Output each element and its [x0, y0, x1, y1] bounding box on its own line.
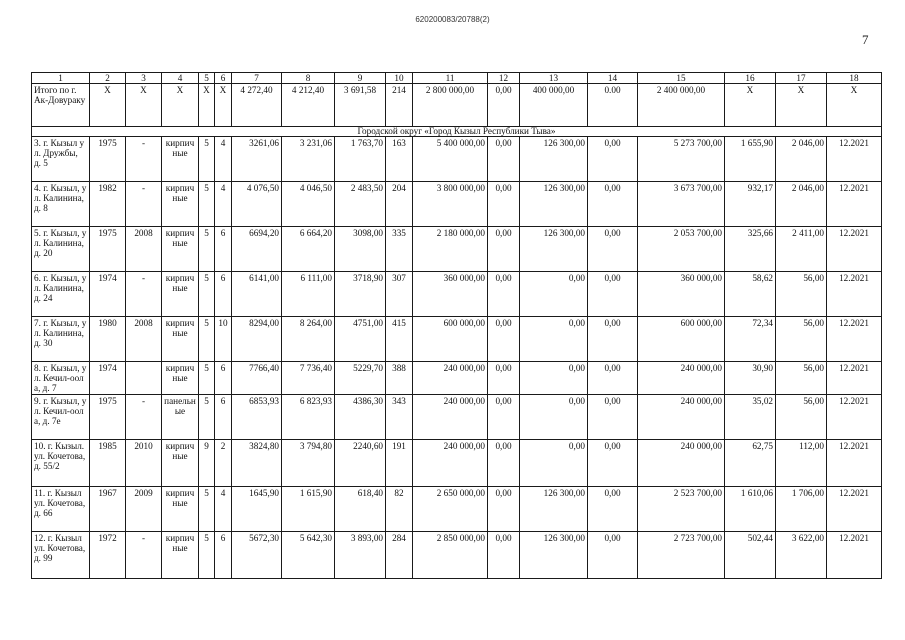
- column-number-header: [32, 73, 882, 84]
- table-cell: 335: [386, 227, 413, 272]
- table-cell: кирпичные: [162, 532, 199, 579]
- header-cell: 17: [776, 73, 827, 84]
- table-cell: 7766,40: [232, 362, 282, 395]
- table-cell: 0,00: [488, 487, 520, 532]
- table-cell: 0,00: [488, 182, 520, 227]
- table-cell: 2: [215, 440, 232, 487]
- table-row: [32, 487, 882, 532]
- table-cell: 0,00: [520, 272, 588, 317]
- table-cell: 5: [199, 362, 215, 395]
- table-cell: 240 000,00: [413, 395, 488, 440]
- table-cell: 0,00: [588, 395, 638, 440]
- table-cell: 56,00: [776, 272, 827, 317]
- table-cell: 0,00: [488, 395, 520, 440]
- table-cell: 12.2021: [827, 362, 882, 395]
- table-cell: 6853,93: [232, 395, 282, 440]
- table-cell: -: [126, 272, 162, 317]
- table-cell: 1 706,00: [776, 487, 827, 532]
- table-cell: 126 300,00: [520, 487, 588, 532]
- total-cell: 400 000,00: [520, 84, 588, 127]
- table-row: [32, 317, 882, 362]
- table-cell: 0,00: [520, 395, 588, 440]
- table-cell: 0,00: [488, 227, 520, 272]
- table-cell: 12.2021: [827, 137, 882, 182]
- table-cell: 1974: [90, 362, 126, 395]
- table-cell: 1975: [90, 137, 126, 182]
- table-cell: 4: [215, 182, 232, 227]
- table-cell: 307: [386, 272, 413, 317]
- total-cell: 214: [386, 84, 413, 127]
- table-cell: 0,00: [588, 227, 638, 272]
- table-cell: кирпичные: [162, 362, 199, 395]
- table-cell: 9: [199, 440, 215, 487]
- table-cell: 0,00: [488, 362, 520, 395]
- table-cell: 240 000,00: [638, 362, 725, 395]
- table-cell: 5: [199, 487, 215, 532]
- table-cell: 932,17: [725, 182, 776, 227]
- table-cell: 6: [215, 395, 232, 440]
- table-cell: 1 763,70: [335, 137, 386, 182]
- table-cell: 6 823,93: [282, 395, 335, 440]
- address-cell: 11. г. Кызыл ул. Кочетова, д. 66: [32, 487, 90, 532]
- table-cell: 0,00: [488, 272, 520, 317]
- table-cell: 240 000,00: [413, 440, 488, 487]
- table-cell: 12.2021: [827, 317, 882, 362]
- table-cell: 12.2021: [827, 395, 882, 440]
- table-cell: 0,00: [588, 362, 638, 395]
- table-cell: кирпичные: [162, 272, 199, 317]
- table-cell: 7 736,40: [282, 362, 335, 395]
- table-cell: -: [126, 137, 162, 182]
- table-cell: 3 893,00: [335, 532, 386, 579]
- table-cell: 58,62: [725, 272, 776, 317]
- header-cell: 10: [386, 73, 413, 84]
- table-cell: 6: [215, 227, 232, 272]
- table-cell: 0,00: [588, 182, 638, 227]
- table-cell: 2009: [126, 487, 162, 532]
- table-cell: 360 000,00: [638, 272, 725, 317]
- table-cell: 10: [215, 317, 232, 362]
- table-cell: -: [126, 395, 162, 440]
- table-row: [32, 137, 882, 182]
- table-cell: кирпичные: [162, 317, 199, 362]
- address-cell: 8. г. Кызыл, ул. Кечил-оола, д. 7: [32, 362, 90, 395]
- address-cell: 12. г. Кызыл ул. Кочетова, д. 99: [32, 532, 90, 579]
- table-cell: 1980: [90, 317, 126, 362]
- table-cell: 56,00: [776, 317, 827, 362]
- table-row: [32, 182, 882, 227]
- total-cell: X: [162, 84, 199, 127]
- header-cell: 4: [162, 73, 199, 84]
- table-cell: 4: [215, 487, 232, 532]
- table-cell: 2 053 700,00: [638, 227, 725, 272]
- table-cell: 2 650 000,00: [413, 487, 488, 532]
- table-cell: панельные: [162, 395, 199, 440]
- header-cell: 14: [588, 73, 638, 84]
- table-cell: 12.2021: [827, 532, 882, 579]
- table-cell: 6694,20: [232, 227, 282, 272]
- table-cell: кирпичные: [162, 440, 199, 487]
- table-cell: 12.2021: [827, 227, 882, 272]
- table-cell: 3098,00: [335, 227, 386, 272]
- header-cell: 3: [126, 73, 162, 84]
- table-cell: 1645,90: [232, 487, 282, 532]
- header-cell: 12: [488, 73, 520, 84]
- table-cell: 0,00: [588, 317, 638, 362]
- table-cell: 240 000,00: [638, 440, 725, 487]
- housing-register-table: [31, 72, 882, 579]
- header-cell: 6: [215, 73, 232, 84]
- table-cell: 618,40: [335, 487, 386, 532]
- header-cell: 7: [232, 73, 282, 84]
- table-row: [32, 227, 882, 272]
- table-cell: 600 000,00: [638, 317, 725, 362]
- table-row: [32, 440, 882, 487]
- address-cell: 5. г. Кызыл, ул. Калинина, д. 20: [32, 227, 90, 272]
- table-cell: 0,00: [488, 532, 520, 579]
- page-number: 7: [862, 32, 869, 47]
- total-cell: 4 212,40: [282, 84, 335, 127]
- table-cell: 5229,70: [335, 362, 386, 395]
- table-cell: 2 046,00: [776, 137, 827, 182]
- total-cell: 4 272,40: [232, 84, 282, 127]
- table-cell: -: [126, 532, 162, 579]
- table-cell: 3 800 000,00: [413, 182, 488, 227]
- table-cell: 5: [199, 532, 215, 579]
- table-cell: 284: [386, 532, 413, 579]
- table-cell: 5 642,30: [282, 532, 335, 579]
- table-cell: 1985: [90, 440, 126, 487]
- header-cell: 15: [638, 73, 725, 84]
- total-cell: X: [776, 84, 827, 127]
- table-cell: 35,02: [725, 395, 776, 440]
- table-cell: 4: [215, 137, 232, 182]
- table-cell: 0,00: [588, 272, 638, 317]
- table-row: [32, 272, 882, 317]
- table-cell: 56,00: [776, 362, 827, 395]
- total-cell: X: [215, 84, 232, 127]
- table-cell: 126 300,00: [520, 227, 588, 272]
- table-cell: 4386,30: [335, 395, 386, 440]
- table-cell: 5672,30: [232, 532, 282, 579]
- table-cell: 1 655,90: [725, 137, 776, 182]
- address-cell: 4. г. Кызыл, ул. Калинина, д. 8: [32, 182, 90, 227]
- table-cell: 1972: [90, 532, 126, 579]
- table-cell: 8294,00: [232, 317, 282, 362]
- table-cell: 12.2021: [827, 487, 882, 532]
- header-cell: 2: [90, 73, 126, 84]
- table-cell: 415: [386, 317, 413, 362]
- header-cell: 8: [282, 73, 335, 84]
- table-cell: 2 046,00: [776, 182, 827, 227]
- table-cell: 0,00: [520, 440, 588, 487]
- table-cell: 360 000,00: [413, 272, 488, 317]
- table-cell: 0,00: [588, 137, 638, 182]
- total-cell: X: [126, 84, 162, 127]
- table-cell: 6141,00: [232, 272, 282, 317]
- table-cell: 0,00: [588, 532, 638, 579]
- table-cell: 1975: [90, 227, 126, 272]
- table-cell: 5: [199, 395, 215, 440]
- table-cell: 5: [199, 137, 215, 182]
- table-cell: 1 615,90: [282, 487, 335, 532]
- address-cell: 7. г. Кызыл, ул. Калинина, д. 30: [32, 317, 90, 362]
- table-cell: 3718,90: [335, 272, 386, 317]
- table-cell: 6 664,20: [282, 227, 335, 272]
- table-cell: 2 411,00: [776, 227, 827, 272]
- table-cell: 5: [199, 227, 215, 272]
- table-cell: 2 483,50: [335, 182, 386, 227]
- table-cell: 126 300,00: [520, 532, 588, 579]
- header-cell: 5: [199, 73, 215, 84]
- document-id: 620200083/20788(2): [415, 15, 490, 24]
- table-cell: 112,00: [776, 440, 827, 487]
- total-cell: 0.00: [588, 84, 638, 127]
- table-cell: 325,66: [725, 227, 776, 272]
- table-cell: 204: [386, 182, 413, 227]
- table-cell: 1975: [90, 395, 126, 440]
- table-cell: 56,00: [776, 395, 827, 440]
- table-cell: 0,00: [588, 440, 638, 487]
- table-cell: 3824,80: [232, 440, 282, 487]
- table-cell: 6 111,00: [282, 272, 335, 317]
- table-cell: 12.2021: [827, 440, 882, 487]
- total-cell: X: [199, 84, 215, 127]
- total-cell: X: [90, 84, 126, 127]
- table-cell: 2008: [126, 227, 162, 272]
- table-cell: 240 000,00: [638, 395, 725, 440]
- table-cell: 126 300,00: [520, 182, 588, 227]
- table-cell: 5: [199, 182, 215, 227]
- table-cell: 3 673 700,00: [638, 182, 725, 227]
- table-cell: кирпичные: [162, 137, 199, 182]
- table-cell: 6: [215, 272, 232, 317]
- table-row: [32, 532, 882, 579]
- address-cell: 9. г. Кызыл, ул. Кечил-оола, д. 7е: [32, 395, 90, 440]
- total-cell: 0,00: [488, 84, 520, 127]
- table-cell: 3261,06: [232, 137, 282, 182]
- table-cell: 5 400 000,00: [413, 137, 488, 182]
- table-cell: 5: [199, 272, 215, 317]
- table-cell: 600 000,00: [413, 317, 488, 362]
- table-row: [32, 362, 882, 395]
- table-cell: 1974: [90, 272, 126, 317]
- table-cell: 126 300,00: [520, 137, 588, 182]
- table-cell: 30,90: [725, 362, 776, 395]
- table-cell: 2240,60: [335, 440, 386, 487]
- table-cell: кирпичные: [162, 487, 199, 532]
- table-cell: 2010: [126, 440, 162, 487]
- total-label: Итого по г. Ак-Довураку: [32, 84, 90, 127]
- table-cell: 3 622,00: [776, 532, 827, 579]
- table-cell: 1 610,06: [725, 487, 776, 532]
- address-cell: 6. г. Кызыл, ул. Калинина, д. 24: [32, 272, 90, 317]
- section-title: Городской округ «Город Кызыл Республики Тыва»: [32, 127, 882, 137]
- table-cell: 163: [386, 137, 413, 182]
- table-cell: 62,75: [725, 440, 776, 487]
- table-cell: 5: [199, 317, 215, 362]
- table-cell: 240 000,00: [413, 362, 488, 395]
- address-cell: 3. г. Кызыл ул. Дружбы, д. 5: [32, 137, 90, 182]
- table-cell: 82: [386, 487, 413, 532]
- table-cell: 1967: [90, 487, 126, 532]
- total-row: [32, 84, 882, 127]
- table-cell: кирпичные: [162, 182, 199, 227]
- table-cell: 0,00: [520, 362, 588, 395]
- table-cell: 4 046,50: [282, 182, 335, 227]
- table-cell: 12.2021: [827, 272, 882, 317]
- address-cell: 10. г. Кызыл. ул. Кочетова, д. 55/2: [32, 440, 90, 487]
- table-cell: 388: [386, 362, 413, 395]
- total-cell: 2 400 000,00: [638, 84, 725, 127]
- table-cell: 191: [386, 440, 413, 487]
- table-cell: 2008: [126, 317, 162, 362]
- table-cell: 1982: [90, 182, 126, 227]
- table-cell: 72,34: [725, 317, 776, 362]
- total-cell: 2 800 000,00: [413, 84, 488, 127]
- table-cell: 2 850 000,00: [413, 532, 488, 579]
- table-cell: кирпичные: [162, 227, 199, 272]
- total-cell: X: [827, 84, 882, 127]
- table-cell: -: [126, 182, 162, 227]
- table-cell: 0,00: [520, 317, 588, 362]
- header-cell: 11: [413, 73, 488, 84]
- table-cell: 0,00: [488, 137, 520, 182]
- header-cell: 1: [32, 73, 90, 84]
- header-cell: 18: [827, 73, 882, 84]
- table-cell: 5 273 700,00: [638, 137, 725, 182]
- total-cell: X: [725, 84, 776, 127]
- table-cell: 6: [215, 362, 232, 395]
- table-cell: 4751,00: [335, 317, 386, 362]
- table-cell: 8 264,00: [282, 317, 335, 362]
- table-cell: 2 180 000,00: [413, 227, 488, 272]
- table-cell: 0,00: [488, 317, 520, 362]
- table-cell: 4 076,50: [232, 182, 282, 227]
- table-cell: 343: [386, 395, 413, 440]
- total-cell: 3 691,58: [335, 84, 386, 127]
- table-cell: 2 523 700,00: [638, 487, 725, 532]
- table-cell: 0,00: [488, 440, 520, 487]
- table-cell: 3 794,80: [282, 440, 335, 487]
- table-cell: 502,44: [725, 532, 776, 579]
- header-cell: 13: [520, 73, 588, 84]
- section-row: [32, 127, 882, 137]
- table-cell: 3 231,06: [282, 137, 335, 182]
- table-cell: 12.2021: [827, 182, 882, 227]
- table-cell: 2 723 700,00: [638, 532, 725, 579]
- table-row: [32, 395, 882, 440]
- table-cell: 6: [215, 532, 232, 579]
- table-cell: 0,00: [588, 487, 638, 532]
- header-cell: 16: [725, 73, 776, 84]
- header-cell: 9: [335, 73, 386, 84]
- table-cell: [126, 362, 162, 395]
